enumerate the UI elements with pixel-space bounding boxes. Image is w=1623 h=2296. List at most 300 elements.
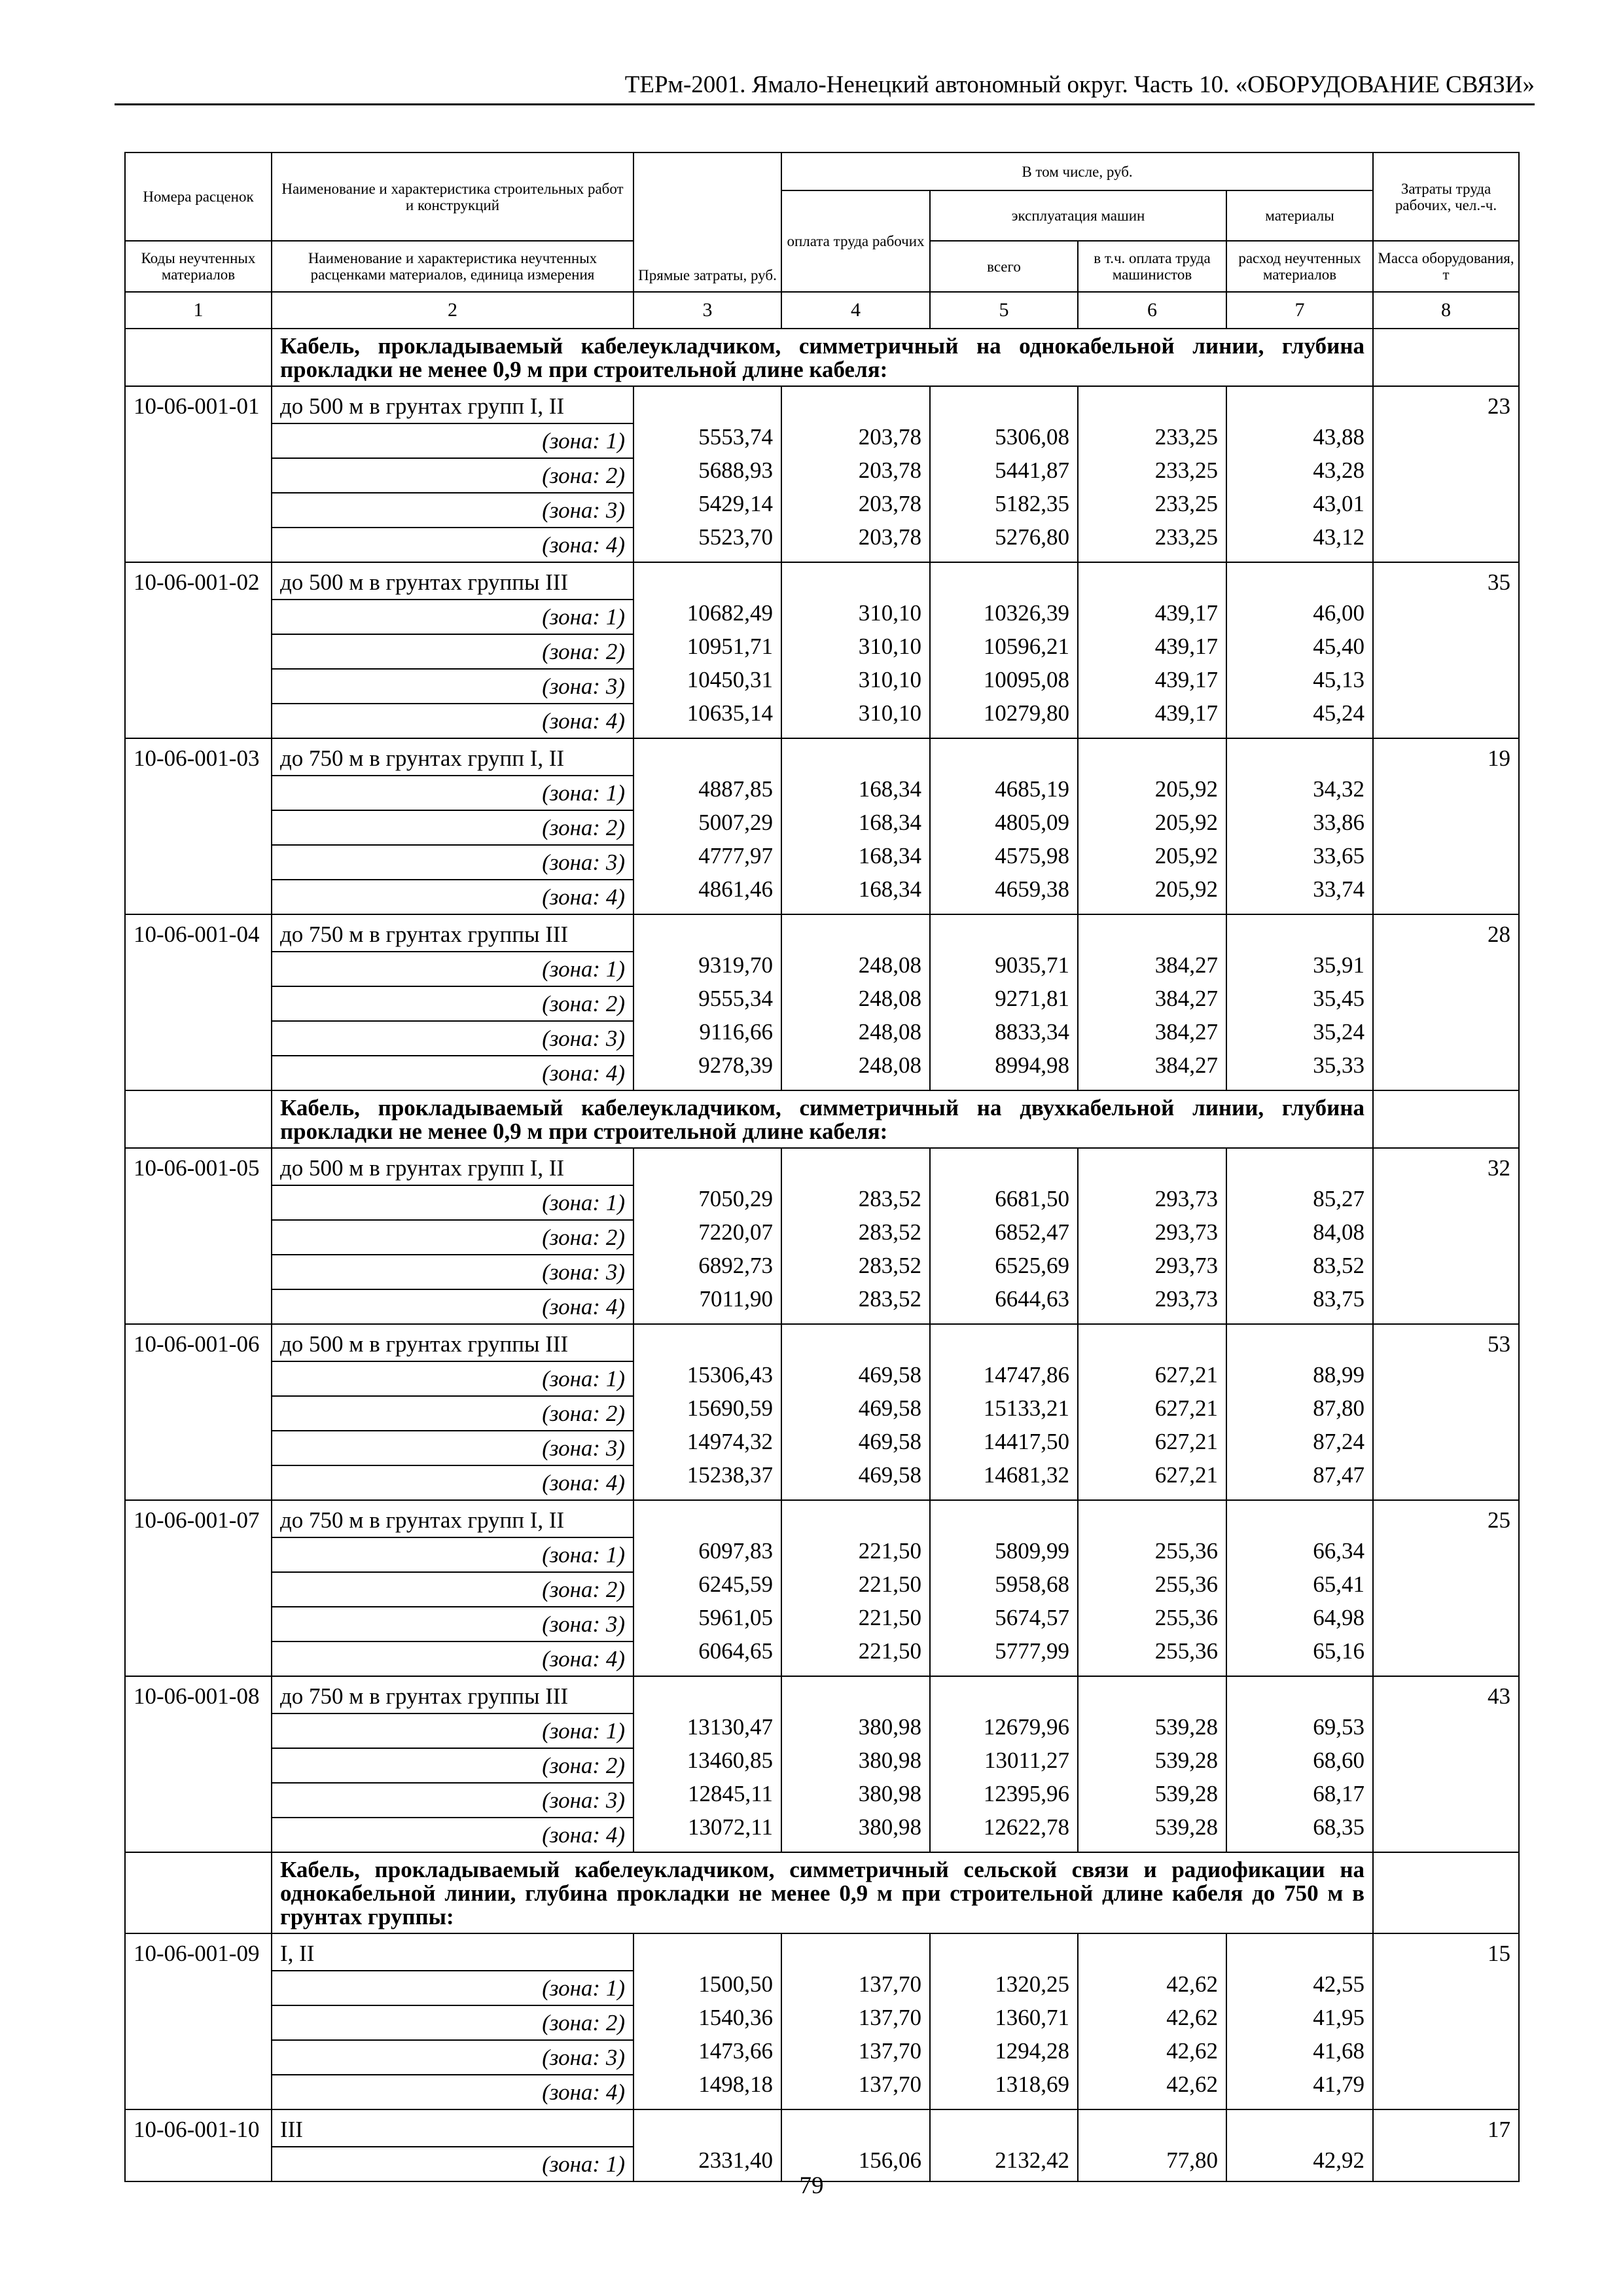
operator-wages-value: 539,28 [1154, 1781, 1218, 1806]
header-labor-costs: Затраты труда рабочих, чел.-ч. [1373, 152, 1519, 241]
machines-total-value: 9271,81 [995, 986, 1069, 1011]
zone-label: (зона: 3) [272, 1607, 633, 1641]
wages-value: 380,98 [858, 1814, 921, 1840]
wages-value: 137,70 [858, 2072, 921, 2097]
wages-value: 168,34 [858, 876, 921, 902]
operator-wages-value: 205,92 [1154, 876, 1218, 902]
operator-wages-value: 439,17 [1154, 600, 1218, 626]
wages-value: 203,78 [858, 424, 921, 450]
value-spacer [1079, 1325, 1226, 1358]
materials [1226, 1676, 1373, 1852]
table-row [125, 1324, 1519, 1361]
header-unaccounted-materials: расход неучтенных материалов [1226, 241, 1373, 292]
header-machine-operation: эксплуатация машин [930, 190, 1226, 241]
value-spacer [1227, 387, 1372, 420]
labor-costs: 53 [1373, 1324, 1519, 1500]
operator-wages-value: 255,36 [1154, 1538, 1218, 1564]
materials-value: 65,41 [1313, 1571, 1365, 1597]
wages-value: 168,34 [858, 810, 921, 835]
header-material-codes: Коды неучтенных материалов [125, 241, 272, 292]
value-spacer [1079, 739, 1226, 772]
machines-total [930, 1324, 1078, 1500]
materials-value: 88,99 [1313, 1362, 1365, 1388]
value-spacer [1227, 1934, 1372, 1967]
value-spacer [634, 915, 781, 948]
rate-code: 10-06-001-04 [125, 914, 272, 1090]
direct-cost-value: 5961,05 [698, 1605, 773, 1630]
header-including: В том числе, руб. [781, 152, 1373, 190]
materials-value: 34,32 [1313, 776, 1365, 802]
value-spacer [1227, 1501, 1372, 1534]
materials-value: 43,28 [1313, 457, 1365, 483]
direct-cost-value: 5688,93 [698, 457, 773, 483]
direct-cost-value: 15690,59 [687, 1395, 773, 1421]
value-spacer [782, 1149, 929, 1182]
value-spacer [782, 563, 929, 596]
direct-cost-value: 4861,46 [698, 876, 773, 902]
zone-label: (зона: 1) [272, 952, 633, 986]
machines-total-value: 10095,08 [983, 667, 1069, 692]
wages-value: 283,52 [858, 1186, 921, 1211]
machines-total-value: 5276,80 [995, 524, 1069, 550]
wages-value: 248,08 [858, 986, 921, 1011]
work-name: III [272, 2109, 633, 2147]
direct-cost-value: 9278,39 [698, 1052, 773, 1078]
operator-wages [1078, 386, 1226, 562]
value-spacer [782, 1934, 929, 1967]
zone-label: (зона: 3) [272, 493, 633, 528]
wages-value: 283,52 [858, 1286, 921, 1312]
wages [781, 1324, 930, 1500]
page-number: 79 [799, 2172, 824, 2199]
zone-label: (зона: 3) [272, 669, 633, 704]
machines-total-value: 14747,86 [983, 1362, 1069, 1388]
materials-value: 66,34 [1313, 1538, 1365, 1564]
zone-label: (зона: 3) [272, 845, 633, 880]
value-spacer [1227, 1325, 1372, 1358]
wages [781, 562, 930, 738]
direct-cost-value: 9116,66 [699, 1019, 773, 1045]
machines-total-value: 5441,87 [995, 457, 1069, 483]
wages-value: 380,98 [858, 1781, 921, 1806]
machines-total-value: 8994,98 [995, 1052, 1069, 1078]
materials [1226, 738, 1373, 914]
machines-total-value: 1320,25 [995, 1971, 1069, 1997]
direct-cost [633, 1500, 781, 1676]
zone-label: (зона: 1) [272, 1361, 633, 1396]
value-spacer [1227, 2110, 1372, 2144]
operator-wages-value: 539,28 [1154, 1814, 1218, 1840]
labor-costs: 15 [1373, 1933, 1519, 2109]
materials [1226, 1933, 1373, 2109]
section-title: Кабель, прокладываемый кабелеукладчиком, симметричный сельской связи и радиофикации на однокабельной линии, глубина прокладки не менее 0,9 м при строительной длине кабеля до 750 м в грунтах группы: [272, 1852, 1373, 1933]
operator-wages [1078, 1148, 1226, 1324]
wages [781, 2109, 930, 2181]
wages [781, 914, 930, 1090]
value-spacer [931, 1934, 1077, 1967]
direct-cost-value: 13460,85 [687, 1748, 773, 1773]
rate-code: 10-06-001-08 [125, 1676, 272, 1852]
operator-wages-value: 539,28 [1154, 1748, 1218, 1773]
column-number: 4 [781, 292, 930, 329]
materials-value: 43,01 [1313, 491, 1365, 516]
materials-value: 43,12 [1313, 524, 1365, 550]
value-spacer [782, 1501, 929, 1534]
rate-code: 10-06-001-01 [125, 386, 272, 562]
value-spacer [782, 2110, 929, 2144]
value-spacer [1227, 739, 1372, 772]
materials-value: 45,40 [1313, 634, 1365, 659]
operator-wages-value: 233,25 [1154, 491, 1218, 516]
machines-total-value: 2132,42 [995, 2147, 1069, 2173]
direct-cost-value: 7050,29 [698, 1186, 773, 1211]
wages-value: 203,78 [858, 457, 921, 483]
wages-value: 310,10 [858, 600, 921, 626]
machines-total-value: 12622,78 [983, 1814, 1069, 1840]
materials-value: 87,47 [1313, 1462, 1365, 1488]
table-row [125, 562, 1519, 600]
direct-cost [633, 1676, 781, 1852]
direct-cost-value: 6245,59 [698, 1571, 773, 1597]
wages-value: 469,58 [858, 1462, 921, 1488]
zone-label: (зона: 3) [272, 2040, 633, 2075]
zone-label: (зона: 1) [272, 1185, 633, 1220]
value-spacer [1227, 563, 1372, 596]
materials-value: 68,35 [1313, 1814, 1365, 1840]
operator-wages-value: 233,25 [1154, 457, 1218, 483]
machines-total-value: 6644,63 [995, 1286, 1069, 1312]
zone-label: (зона: 4) [272, 1289, 633, 1324]
work-name: до 500 м в грунтах групп I, II [272, 386, 633, 423]
materials-value: 45,13 [1313, 667, 1365, 692]
wages-value: 156,06 [858, 2147, 921, 2173]
machines-total-value: 4575,98 [995, 843, 1069, 869]
materials-value: 83,52 [1313, 1253, 1365, 1278]
wages-value: 248,08 [858, 952, 921, 978]
header-wages: оплата труда рабочих [781, 190, 930, 292]
value-spacer [634, 1149, 781, 1182]
zone-label: (зона: 4) [272, 704, 633, 738]
machines-total-value: 15133,21 [983, 1395, 1069, 1421]
materials-value: 87,80 [1313, 1395, 1365, 1421]
value-spacer [634, 1677, 781, 1710]
direct-cost [633, 2109, 781, 2181]
operator-wages-value: 255,36 [1154, 1571, 1218, 1597]
machines-total-value: 4685,19 [995, 776, 1069, 802]
value-spacer [931, 1325, 1077, 1358]
direct-cost-value: 5429,14 [698, 491, 773, 516]
work-name: I, II [272, 1933, 633, 1971]
machines-total [930, 562, 1078, 738]
direct-cost-value: 15306,43 [687, 1362, 773, 1388]
wages-value: 168,34 [858, 843, 921, 869]
operator-wages [1078, 1933, 1226, 2109]
zone-label: (зона: 3) [272, 1783, 633, 1818]
machines-total-value: 6852,47 [995, 1219, 1069, 1245]
direct-cost-value: 5553,74 [698, 424, 773, 450]
work-name: до 750 м в грунтах групп I, II [272, 738, 633, 776]
materials-value: 35,33 [1313, 1052, 1365, 1078]
wages-value: 469,58 [858, 1362, 921, 1388]
direct-cost-value: 5007,29 [698, 810, 773, 835]
materials-value: 65,16 [1313, 1638, 1365, 1664]
materials-value: 41,79 [1313, 2072, 1365, 2097]
table-row [125, 1500, 1519, 1537]
work-name: до 500 м в грунтах групп I, II [272, 1148, 633, 1185]
value-spacer [931, 2110, 1077, 2144]
machines-total-value: 10326,39 [983, 600, 1069, 626]
labor-costs: 19 [1373, 738, 1519, 914]
section-spacer [1373, 1852, 1519, 1933]
machines-total-value: 10596,21 [983, 634, 1069, 659]
wages-value: 380,98 [858, 1748, 921, 1773]
zone-label: (зона: 2) [272, 986, 633, 1021]
machines-total-value: 4805,09 [995, 810, 1069, 835]
direct-cost [633, 562, 781, 738]
rate-code: 10-06-001-06 [125, 1324, 272, 1500]
section-spacer [125, 329, 272, 386]
machines-total-value: 1318,69 [995, 2072, 1069, 2097]
section-row [125, 329, 1519, 386]
wages-value: 310,10 [858, 667, 921, 692]
wages-value: 221,50 [858, 1605, 921, 1630]
page-header: ТЕРм-2001. Ямало-Ненецкий автономный округ. Часть 10. «ОБОРУДОВАНИЕ СВЯЗИ» [624, 71, 1535, 98]
materials-value: 46,00 [1313, 600, 1365, 626]
machines-total-value: 5306,08 [995, 424, 1069, 450]
machines-total [930, 1148, 1078, 1324]
wages-value: 137,70 [858, 2005, 921, 2030]
header-direct-costs: Прямые затраты, руб. [633, 152, 781, 292]
value-spacer [782, 1677, 929, 1710]
machines-total-value: 13011,27 [984, 1748, 1069, 1773]
zone-label: (зона: 1) [272, 776, 633, 810]
zone-label: (зона: 4) [272, 1818, 633, 1852]
operator-wages-value: 205,92 [1154, 810, 1218, 835]
work-name: до 750 м в грунтах группы III [272, 914, 633, 952]
direct-cost-value: 1473,66 [698, 2038, 773, 2064]
value-spacer [931, 1501, 1077, 1534]
value-spacer [931, 915, 1077, 948]
zone-label: (зона: 2) [272, 810, 633, 845]
wages [781, 738, 930, 914]
machines-total-value: 5674,57 [995, 1605, 1069, 1630]
materials-value: 45,24 [1313, 700, 1365, 726]
section-spacer [125, 1852, 272, 1933]
labor-costs: 23 [1373, 386, 1519, 562]
value-spacer [1079, 563, 1226, 596]
wages-value: 248,08 [858, 1019, 921, 1045]
operator-wages-value: 42,62 [1166, 2038, 1218, 2064]
wages-value: 137,70 [858, 1971, 921, 1997]
column-number: 3 [633, 292, 781, 329]
wages-value: 203,78 [858, 524, 921, 550]
direct-cost-value: 2331,40 [698, 2147, 773, 2173]
value-spacer [1079, 915, 1226, 948]
direct-cost-value: 13130,47 [687, 1714, 773, 1740]
table-row [125, 1676, 1519, 1713]
rate-code: 10-06-001-09 [125, 1933, 272, 2109]
wages-value: 221,50 [858, 1638, 921, 1664]
wages [781, 1676, 930, 1852]
zone-label: (зона: 2) [272, 634, 633, 669]
machines-total [930, 2109, 1078, 2181]
direct-cost-value: 1500,50 [698, 1971, 773, 1997]
value-spacer [931, 387, 1077, 420]
operator-wages-value: 77,80 [1166, 2147, 1218, 2173]
zone-label: (зона: 3) [272, 1255, 633, 1289]
machines-total-value: 1360,71 [995, 2005, 1069, 2030]
section-spacer [125, 1090, 272, 1148]
direct-cost-value: 6892,73 [698, 1253, 773, 1278]
rate-code: 10-06-001-10 [125, 2109, 272, 2181]
machines-total-value: 5777,99 [995, 1638, 1069, 1664]
wages-value: 310,10 [858, 700, 921, 726]
operator-wages [1078, 914, 1226, 1090]
value-spacer [1079, 1501, 1226, 1534]
zone-label: (зона: 4) [272, 2075, 633, 2109]
work-name: до 750 м в грунтах группы III [272, 1676, 633, 1713]
operator-wages-value: 255,36 [1154, 1605, 1218, 1630]
wages-value: 203,78 [858, 491, 921, 516]
zone-label: (зона: 2) [272, 1748, 633, 1783]
machines-total-value: 10279,80 [983, 700, 1069, 726]
materials-value: 35,45 [1313, 986, 1365, 1011]
operator-wages-value: 233,25 [1154, 424, 1218, 450]
operator-wages-value: 627,21 [1154, 1462, 1218, 1488]
value-spacer [1079, 1934, 1226, 1967]
value-spacer [1079, 1677, 1226, 1710]
header-operator-wages: в т.ч. оплата труда машинистов [1078, 241, 1226, 292]
zone-label: (зона: 4) [272, 1056, 633, 1090]
direct-cost-value: 10951,71 [687, 634, 773, 659]
machines-total-value: 6525,69 [995, 1253, 1069, 1278]
zone-label: (зона: 2) [272, 1572, 633, 1607]
section-row [125, 1852, 1519, 1933]
materials-value: 41,95 [1313, 2005, 1365, 2030]
table-row [125, 2109, 1519, 2147]
value-spacer [1079, 2110, 1226, 2144]
value-spacer [634, 563, 781, 596]
machines-total-value: 8833,34 [995, 1019, 1069, 1045]
machines-total [930, 914, 1078, 1090]
header-work-name: Наименование и характеристика строительных работ и конструкций [272, 152, 633, 241]
machines-total-value: 4659,38 [995, 876, 1069, 902]
operator-wages [1078, 1676, 1226, 1852]
value-spacer [634, 387, 781, 420]
direct-cost [633, 1148, 781, 1324]
operator-wages-value: 42,62 [1166, 2005, 1218, 2030]
machines-total-value: 14681,32 [983, 1462, 1069, 1488]
column-number: 5 [930, 292, 1078, 329]
materials-value: 33,86 [1313, 810, 1365, 835]
operator-wages-value: 293,73 [1154, 1253, 1218, 1278]
direct-cost-value: 10682,49 [687, 600, 773, 626]
table-row [125, 738, 1519, 776]
direct-cost-value: 7220,07 [698, 1219, 773, 1245]
column-numbers-row [125, 292, 1519, 329]
value-spacer [1227, 915, 1372, 948]
wages-value: 283,52 [858, 1253, 921, 1278]
header-material-name: Наименование и характеристика неучтенных расценками материалов, единица измерения [272, 241, 633, 292]
zone-label: (зона: 1) [272, 600, 633, 634]
materials [1226, 1148, 1373, 1324]
work-name: до 500 м в грунтах группы III [272, 562, 633, 600]
wages-value: 221,50 [858, 1571, 921, 1597]
wages-value: 168,34 [858, 776, 921, 802]
value-spacer [634, 1501, 781, 1534]
operator-wages [1078, 1500, 1226, 1676]
machines-total-value: 9035,71 [995, 952, 1069, 978]
work-name: до 750 м в грунтах групп I, II [272, 1500, 633, 1537]
machines-total [930, 1933, 1078, 2109]
machines-total [930, 386, 1078, 562]
table-row [125, 914, 1519, 952]
column-number: 8 [1373, 292, 1519, 329]
materials [1226, 1324, 1373, 1500]
header-materials: материалы [1226, 190, 1373, 241]
direct-cost-value: 6097,83 [698, 1538, 773, 1564]
machines-total-value: 14417,50 [983, 1429, 1069, 1454]
machines-total-value: 12395,96 [983, 1781, 1069, 1806]
value-spacer [782, 915, 929, 948]
operator-wages-value: 627,21 [1154, 1395, 1218, 1421]
header-machines-total: всего [930, 241, 1078, 292]
operator-wages-value: 42,62 [1166, 2072, 1218, 2097]
machines-total-value: 12679,96 [983, 1714, 1069, 1740]
table-row [125, 386, 1519, 423]
direct-cost-value: 13072,11 [688, 1814, 773, 1840]
column-number: 1 [125, 292, 272, 329]
wages-value: 469,58 [858, 1395, 921, 1421]
materials-value: 84,08 [1313, 1219, 1365, 1245]
direct-cost-value: 1498,18 [698, 2072, 773, 2097]
value-spacer [931, 1149, 1077, 1182]
direct-cost [633, 914, 781, 1090]
section-title: Кабель, прокладываемый кабелеукладчиком, симметричный на двухкабельной линии, глубина прокладки не менее 0,9 м при строительной длине кабеля: [272, 1090, 1373, 1148]
value-spacer [782, 1325, 929, 1358]
wages [781, 1500, 930, 1676]
zone-label: (зона: 2) [272, 458, 633, 493]
direct-cost-value: 9555,34 [698, 986, 773, 1011]
zone-label: (зона: 4) [272, 1465, 633, 1500]
direct-cost-value: 5523,70 [698, 524, 773, 550]
direct-cost [633, 738, 781, 914]
direct-cost-value: 9319,70 [698, 952, 773, 978]
materials-value: 68,60 [1313, 1748, 1365, 1773]
section-title: Кабель, прокладываемый кабелеукладчиком, симметричный на однокабельной линии, глубина прокладки не менее 0,9 м при строительной длине кабеля: [272, 329, 1373, 386]
materials-value: 33,74 [1313, 876, 1365, 902]
value-spacer [1079, 387, 1226, 420]
materials-value: 69,53 [1313, 1714, 1365, 1740]
materials-value: 42,55 [1313, 1971, 1365, 1997]
direct-cost-value: 10450,31 [687, 667, 773, 692]
materials [1226, 2109, 1373, 2181]
materials [1226, 914, 1373, 1090]
materials [1226, 386, 1373, 562]
operator-wages-value: 627,21 [1154, 1362, 1218, 1388]
operator-wages-value: 205,92 [1154, 776, 1218, 802]
direct-cost-value: 7011,90 [699, 1286, 773, 1312]
operator-wages-value: 439,17 [1154, 667, 1218, 692]
value-spacer [634, 739, 781, 772]
wages-value: 248,08 [858, 1052, 921, 1078]
materials-value: 33,65 [1313, 843, 1365, 869]
zone-label: (зона: 1) [272, 1971, 633, 2005]
materials-value: 35,91 [1313, 952, 1365, 978]
zone-label: (зона: 2) [272, 1220, 633, 1255]
materials-value: 68,17 [1313, 1781, 1365, 1806]
direct-cost-value: 10635,14 [687, 700, 773, 726]
